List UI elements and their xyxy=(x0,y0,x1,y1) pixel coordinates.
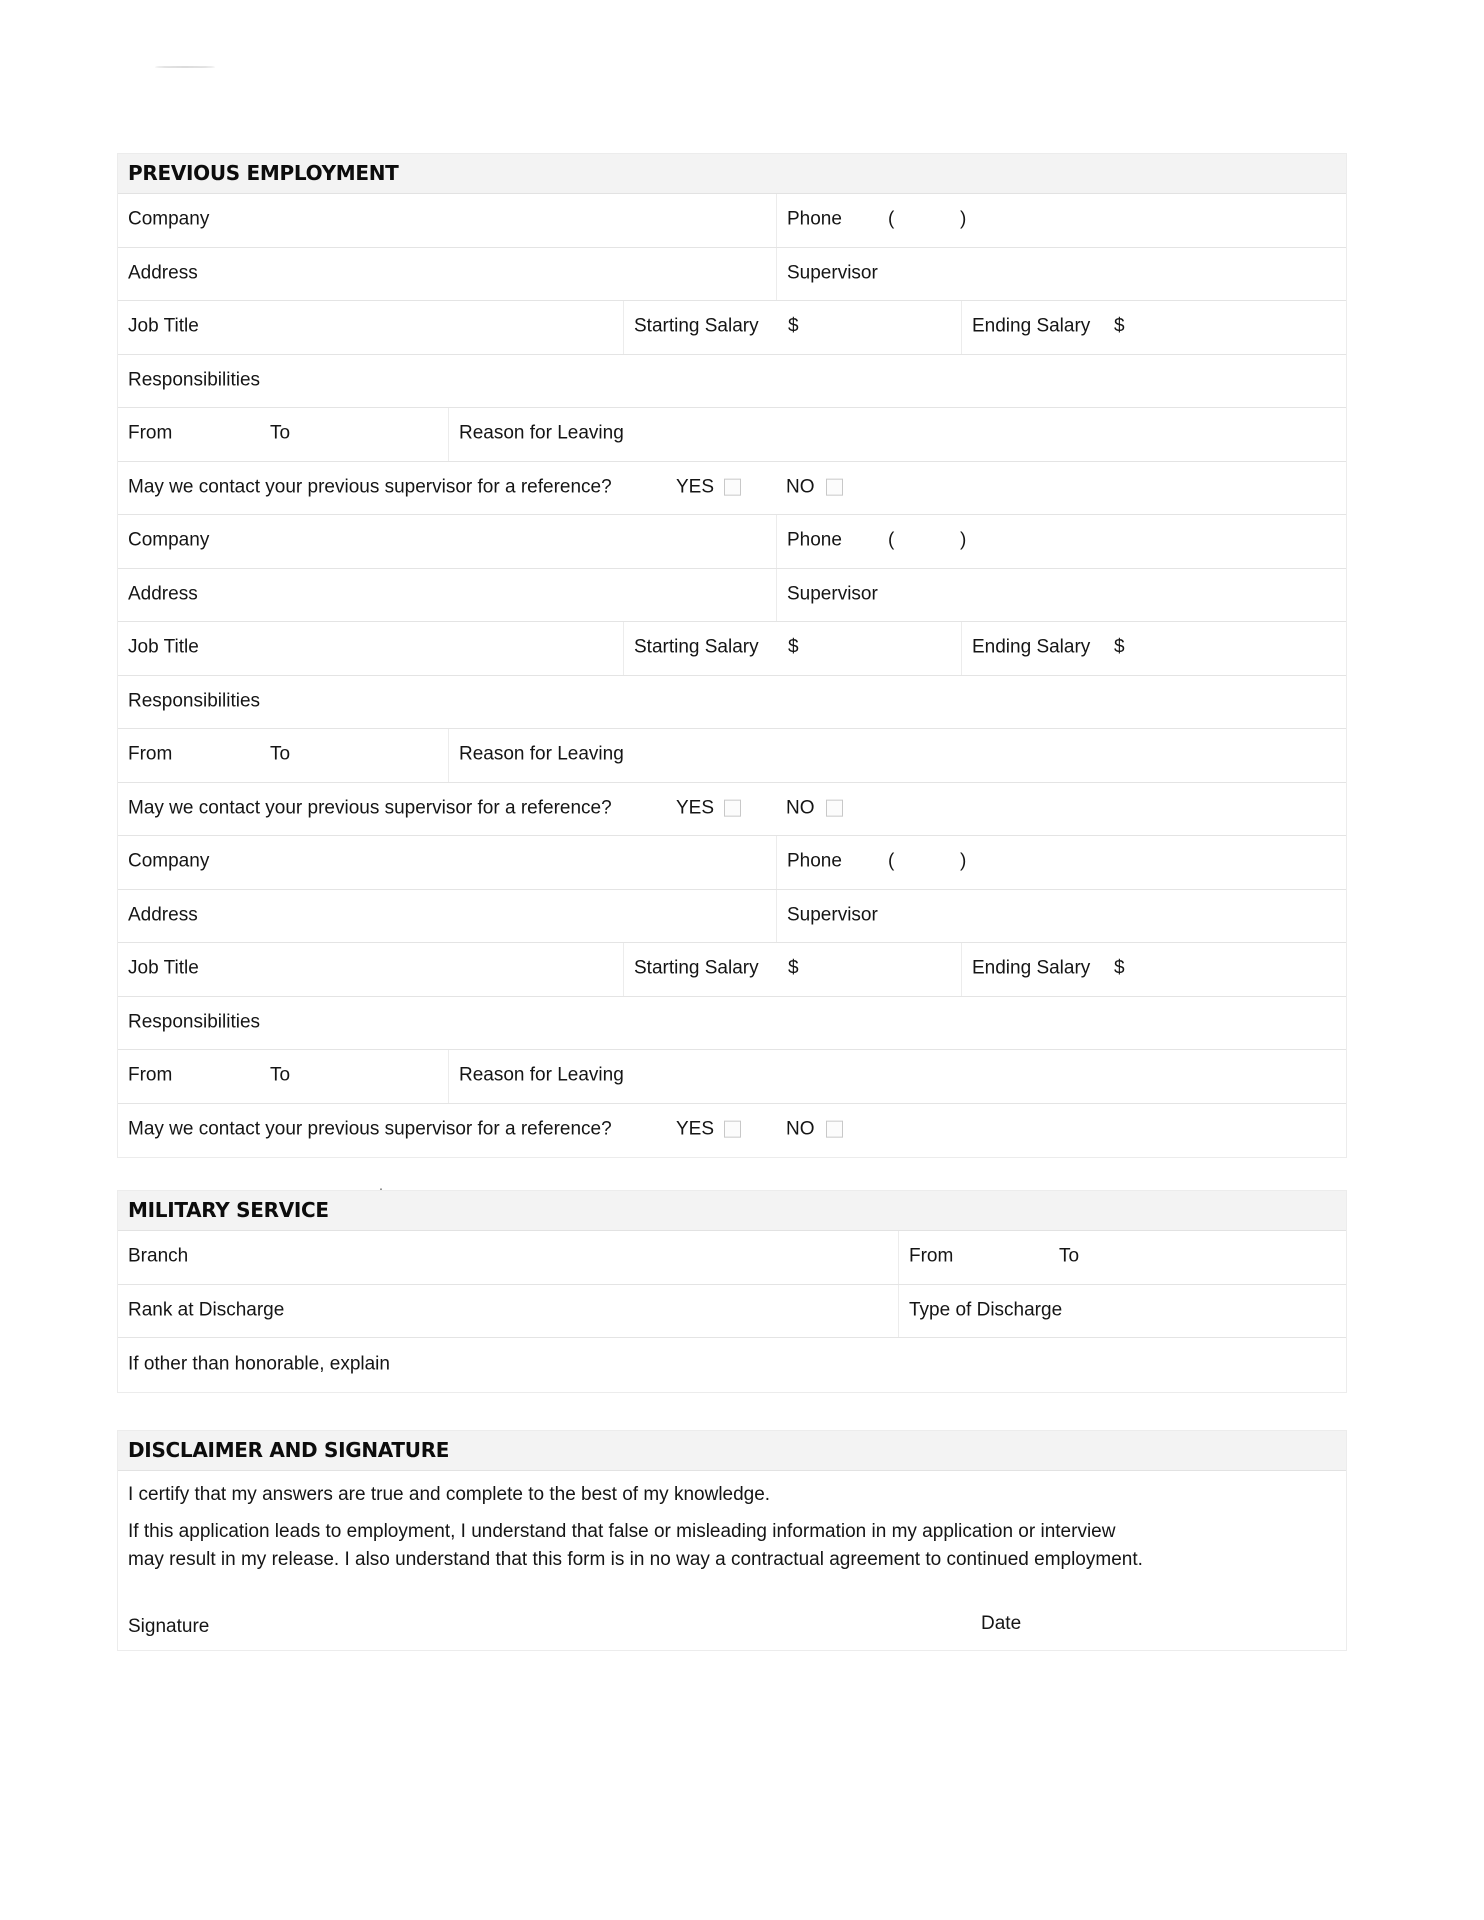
employment-dates-field[interactable] xyxy=(118,1050,448,1103)
from-label: From xyxy=(128,422,173,444)
address-field[interactable] xyxy=(118,569,776,622)
discharge-type-label: Type of Discharge xyxy=(909,1299,1063,1321)
starting-salary-label: Starting Salary xyxy=(634,957,759,979)
yes-checkbox[interactable] xyxy=(724,478,741,495)
reason-for-leaving-label: Reason for Leaving xyxy=(459,1064,624,1086)
yes-label: YES xyxy=(676,476,715,498)
company-label: Company xyxy=(128,850,210,872)
address-row xyxy=(118,569,1346,623)
ending-salary-field[interactable] xyxy=(961,301,1346,354)
job-title-row xyxy=(118,301,1346,355)
contact-question-label: May we contact your previous supervisor for a reference? xyxy=(128,476,612,498)
responsibilities-field[interactable] xyxy=(118,355,1346,408)
employment-dates-field[interactable] xyxy=(118,729,448,782)
explain-label: If other than honorable, explain xyxy=(128,1353,390,1375)
branch-row xyxy=(118,1231,1346,1285)
rank-label: Rank at Discharge xyxy=(128,1299,285,1321)
phone-paren-close: ) xyxy=(960,208,967,230)
responsibilities-field[interactable] xyxy=(118,676,1346,729)
job-title-field[interactable] xyxy=(118,301,623,354)
starting-salary-currency: $ xyxy=(788,636,799,658)
job-title-label: Job Title xyxy=(128,636,199,658)
phone-paren-open: ( xyxy=(888,529,895,551)
phone-label: Phone xyxy=(787,850,842,872)
supervisor-label: Supervisor xyxy=(787,583,878,605)
reason-for-leaving-field[interactable] xyxy=(448,729,1346,782)
explain-row xyxy=(118,1338,1346,1392)
responsibilities-label: Responsibilities xyxy=(128,1011,261,1033)
responsibilities-row xyxy=(118,676,1346,730)
from-label: From xyxy=(909,1245,954,1267)
to-label: To xyxy=(270,422,291,444)
disclaimer-text-line-1: If this application leads to employment, I understand that false or misleading information in my application or interview xyxy=(128,1521,1116,1542)
previous-employment-section xyxy=(117,153,1347,1158)
employment-dates-field[interactable] xyxy=(118,408,448,461)
reference-row xyxy=(118,1104,1346,1158)
phone-field[interactable] xyxy=(776,194,1346,247)
from-label: From xyxy=(128,1064,173,1086)
dates-row xyxy=(118,729,1346,783)
starting-salary-currency: $ xyxy=(788,957,799,979)
dates-row xyxy=(118,1050,1346,1104)
address-label: Address xyxy=(128,904,198,926)
company-row xyxy=(118,194,1346,248)
to-label: To xyxy=(1059,1245,1080,1267)
company-row xyxy=(118,836,1346,890)
responsibilities-label: Responsibilities xyxy=(128,369,261,391)
certify-text: I certify that my answers are true and complete to the best of my knowledge. xyxy=(128,1484,771,1505)
disclaimer-section xyxy=(117,1430,1347,1651)
starting-salary-field[interactable] xyxy=(623,301,961,354)
ending-salary-currency: $ xyxy=(1114,315,1125,337)
job-title-field[interactable] xyxy=(118,943,623,996)
no-checkbox[interactable] xyxy=(826,1121,843,1138)
company-label: Company xyxy=(128,529,210,551)
ending-salary-field[interactable] xyxy=(961,943,1346,996)
ending-salary-label: Ending Salary xyxy=(972,636,1091,658)
rank-field[interactable] xyxy=(118,1285,898,1338)
explain-field[interactable] xyxy=(118,1338,1346,1392)
address-label: Address xyxy=(128,583,198,605)
responsibilities-row xyxy=(118,997,1346,1051)
job-title-label: Job Title xyxy=(128,315,199,337)
to-label: To xyxy=(270,743,291,765)
phone-paren-close: ) xyxy=(960,850,967,872)
address-label: Address xyxy=(128,262,198,284)
ending-salary-label: Ending Salary xyxy=(972,957,1091,979)
yes-label: YES xyxy=(676,1118,715,1140)
ending-salary-label: Ending Salary xyxy=(972,315,1091,337)
company-field[interactable] xyxy=(118,194,776,247)
responsibilities-field[interactable] xyxy=(118,997,1346,1050)
branch-field[interactable] xyxy=(118,1231,898,1284)
company-field[interactable] xyxy=(118,515,776,568)
job-title-label: Job Title xyxy=(128,957,199,979)
no-label: NO xyxy=(786,476,815,498)
starting-salary-field[interactable] xyxy=(623,943,961,996)
section-title: DISCLAIMER AND SIGNATURE xyxy=(118,1431,1346,1471)
phone-paren-open: ( xyxy=(888,850,895,872)
company-row xyxy=(118,515,1346,569)
phone-label: Phone xyxy=(787,208,842,230)
disclaimer-text-line-2: may result in my release. I also understand that this form is in no way a contractual agreement to continued employment. xyxy=(128,1549,1143,1570)
from-label: From xyxy=(128,743,173,765)
dates-row xyxy=(118,408,1346,462)
reference-row xyxy=(118,783,1346,837)
reference-row xyxy=(118,462,1346,516)
yes-label: YES xyxy=(676,797,715,819)
section-title: MILITARY SERVICE xyxy=(118,1191,1346,1231)
ending-salary-currency: $ xyxy=(1114,957,1125,979)
starting-salary-field[interactable] xyxy=(623,622,961,675)
job-title-row xyxy=(118,943,1346,997)
yes-checkbox[interactable] xyxy=(724,1121,741,1138)
date-field[interactable]: Date xyxy=(981,1613,1022,1634)
rank-row xyxy=(118,1285,1346,1339)
supervisor-field[interactable] xyxy=(776,569,1346,622)
reason-for-leaving-field[interactable] xyxy=(448,1050,1346,1103)
starting-salary-label: Starting Salary xyxy=(634,636,759,658)
ending-salary-field[interactable] xyxy=(961,622,1346,675)
yes-checkbox[interactable] xyxy=(724,799,741,816)
contact-question-label: May we contact your previous supervisor for a reference? xyxy=(128,1118,612,1140)
scan-mark xyxy=(155,66,215,68)
address-row xyxy=(118,890,1346,944)
address-field[interactable] xyxy=(118,248,776,301)
reason-for-leaving-label: Reason for Leaving xyxy=(459,743,624,765)
company-label: Company xyxy=(128,208,210,230)
section-title: PREVIOUS EMPLOYMENT xyxy=(118,154,1346,194)
no-label: NO xyxy=(786,1118,815,1140)
supervisor-label: Supervisor xyxy=(787,904,878,926)
phone-paren-open: ( xyxy=(888,208,895,230)
starting-salary-currency: $ xyxy=(788,315,799,337)
military-service-section xyxy=(117,1190,1347,1393)
address-row xyxy=(118,248,1346,302)
discharge-type-field[interactable] xyxy=(898,1285,1346,1338)
job-title-row xyxy=(118,622,1346,676)
company-field[interactable] xyxy=(118,836,776,889)
reason-for-leaving-label: Reason for Leaving xyxy=(459,422,624,444)
no-label: NO xyxy=(786,797,815,819)
to-label: To xyxy=(270,1064,291,1086)
phone-label: Phone xyxy=(787,529,842,551)
no-checkbox[interactable] xyxy=(826,799,843,816)
branch-label: Branch xyxy=(128,1245,189,1267)
phone-field[interactable] xyxy=(776,515,1346,568)
contact-question-label: May we contact your previous supervisor for a reference? xyxy=(128,797,612,819)
address-field[interactable] xyxy=(118,890,776,943)
job-title-field[interactable] xyxy=(118,622,623,675)
starting-salary-label: Starting Salary xyxy=(634,315,759,337)
responsibilities-row xyxy=(118,355,1346,409)
signature-field[interactable]: Signature xyxy=(128,1616,210,1637)
supervisor-label: Supervisor xyxy=(787,262,878,284)
supervisor-field[interactable] xyxy=(776,890,1346,943)
ending-salary-currency: $ xyxy=(1114,636,1125,658)
no-checkbox[interactable] xyxy=(826,478,843,495)
phone-field[interactable] xyxy=(776,836,1346,889)
phone-paren-close: ) xyxy=(960,529,967,551)
reason-for-leaving-field[interactable] xyxy=(448,408,1346,461)
service-dates-field[interactable] xyxy=(898,1231,1346,1284)
supervisor-field[interactable] xyxy=(776,248,1346,301)
responsibilities-label: Responsibilities xyxy=(128,690,261,712)
